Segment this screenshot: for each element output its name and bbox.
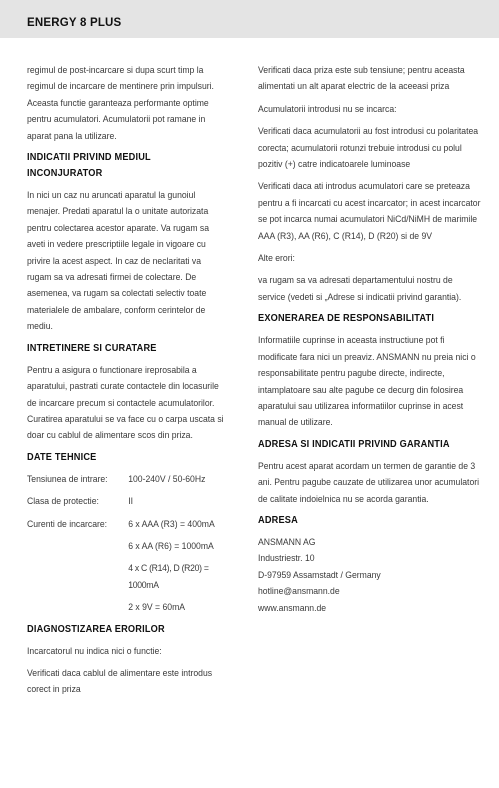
intro-paragraph: regimul de post-incarcare si dupa scurt timp la regimul de incarcare de mentinere prin impulsuri. Aceasta functie garanteaza performante optime pentru acumulatori. Acumulatorii pot ramane in aparat pana la utilizare.: [27, 64, 214, 141]
warranty-heading: ADRESA SI INDICATII PRIVIND GARANTIA: [258, 438, 450, 450]
spec-row-voltage: [27, 471, 228, 487]
diagnostics-paragraph: Incarcatorul nu indica nici o functie:: [27, 644, 162, 656]
diagnostics-paragraph: Acumulatorii introdusi nu se incarca:: [258, 102, 397, 114]
spec-value: 100-240V / 50-60Hz: [128, 472, 206, 484]
diagnostics-paragraph: Alte erori:: [258, 252, 295, 264]
spec-value: 2 x 9V = 60mA: [128, 601, 186, 613]
spec-row-class: [27, 493, 228, 509]
diagnostics-paragraph: Verificati daca ati introdus acumulatori care se preteaza pentru a fi incarcati cu acest incarcator; in acest incarcator se pot incarca numai acumulatori NiCd/NiMH de marimile AAA (R3), AA (R6), C (R14), D (R20) si de 9V: [258, 180, 481, 241]
liability-heading: EXONERAREA DE RESPONSABILITATI: [258, 313, 435, 325]
website-link[interactable]: www.ansmann.de: [258, 601, 327, 613]
address-heading: ADRESA: [258, 514, 298, 526]
product-title: ENERGY 8 PLUS: [27, 17, 122, 29]
spec-value: 6 x AA (R6) = 1000mA: [128, 539, 214, 551]
environment-heading: INDICATII PRIVIND MEDIUL INCONJURATOR: [27, 152, 151, 180]
technical-data-heading: DATE TEHNICE: [27, 451, 97, 463]
care-paragraph: Pentru a asigura o functionare ireprosabila a aparatului, pastrati curate contactele din locasurile de incarcare precum si contactele acumulatorilor. Curatirea aparatului se va face cu o carpa uscata si doar cu cablul de alimentare scos din priza.: [27, 363, 224, 441]
care-heading: INTRETINERE SI CURATARE: [27, 342, 157, 354]
diagnostics-paragraph: Verificati daca acumulatorii au fost introdusi cu polaritatea corecta; acumulatorii rotunzi trebuie introdusi cu polul pozitiv (+) catre indicatoarele luminoase: [258, 125, 479, 170]
warranty-paragraph: Pentru acest aparat acordam un termen de garantie de 3 ani. Pentru pagube cauzate de utilizarea unor acumulatori de calitate indoielnica nu se acorda garantia.: [258, 459, 480, 504]
spec-label: Tensiunea de intrare:: [27, 472, 108, 484]
left-column: [27, 62, 228, 704]
spec-label: Curenti de incarcare:: [27, 517, 108, 529]
spec-value: 4 x C (R14), D (R20) = 1000mA: [128, 562, 209, 590]
page-header: [0, 0, 499, 38]
diagnostics-paragraph: Verificati daca cablul de alimentare este introdus corect in priza: [27, 666, 213, 695]
city-country: D-97959 Assamstadt / Germany: [258, 568, 381, 580]
hotline-email-link[interactable]: hotline@ansmann.de: [258, 585, 340, 597]
diagnostics-paragraph: Verificati daca priza este sub tensiune; pentru aceasta alimentati un alt aparat electric de la aceeasi priza: [258, 64, 465, 92]
spec-row-current: [27, 516, 228, 532]
spec-value: 6 x AAA (R3) = 400mA: [128, 517, 215, 529]
company-name: ANSMANN AG: [258, 535, 316, 547]
spec-value: II: [128, 495, 134, 507]
address-block: [258, 534, 481, 616]
environment-paragraph: In nici un caz nu aruncati aparatul la gunoiul menajer. Predati aparatul la o unitate autorizata pentru colectarea acestor aparate. Va rugam sa aveti in vedere prescriptiile legale in vigoare cu privire la acest aspect. In caz de neclaritati va rugam sa va adresati firmei de colectare. De asemenea, va rugam sa colectati selectiv toate materialele de ambalare, conform cerintelor de mediu.: [27, 189, 210, 332]
street-address: Industriestr. 10: [258, 552, 315, 564]
diagnostics-paragraph: va rugam sa va adresati departamentului nostru de service (vedeti si „Adrese si indicatii privind garantia).: [258, 274, 462, 302]
diagnostics-heading: DIAGNOSTIZAREA ERORILOR: [27, 623, 165, 635]
spec-label: Clasa de protectie:: [27, 495, 99, 507]
liability-paragraph: Informatiile cuprinse in aceasta instructiune pot fi modificate fara nici un preaviz. ANSMANN nu preia nici o responsabilitate pentru pagube directe, indirecte, intamplatoare sau alte pagube ce decurg din folosirea aparatului sau utilizarea informatiilor cuprinse in acest manual de utilizare.: [258, 334, 476, 428]
right-column: [258, 62, 481, 616]
